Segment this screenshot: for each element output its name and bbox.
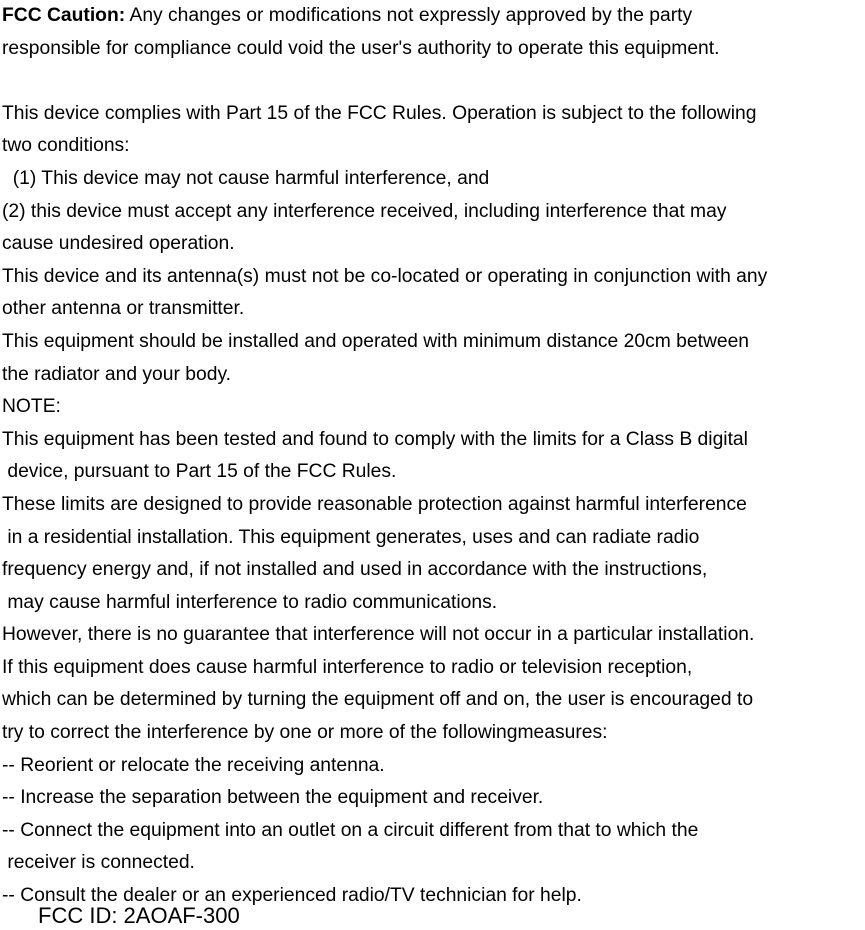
paragraph-spacer [2,65,865,98]
class-b-line-1: This equipment has been tested and found to comply with the limits for a Class B digital [2,428,748,450]
fcc-statement-document [2,0,865,913]
reception-line-3: try to correct the interference by one or more of the followingmeasures: [2,722,608,744]
measure-reorient: -- Reorient or relocate the receiving antenna. [2,754,385,776]
fcc-caution-label: FCC Caution: [2,5,126,26]
measure-outlet-line-1: -- Connect the equipment into an outlet on a circuit different from that to which the [2,819,699,841]
distance-line-1: This equipment should be installed and operated with minimum distance 20cm between [2,330,750,352]
antenna-line-2: other antenna or transmitter. [2,298,245,320]
antenna-line-1: This device and its antenna(s) must not be co-located or operating in conjunction with any [2,265,768,287]
condition-2-line-1: (2) this device must accept any interference received, including interference that may [2,200,727,222]
compliance-line-2: two conditions: [2,135,130,157]
measure-outlet-line-2: receiver is connected. [2,852,195,874]
note-heading: NOTE: [2,396,61,418]
limits-line-3: frequency energy and, if not installed and used in accordance with the instructions, [2,559,708,581]
limits-line-4: may cause harmful interference to radio communications. [2,591,498,613]
measure-separation: -- Increase the separation between the equipment and receiver. [2,787,544,809]
distance-line-2: the radiator and your body. [2,363,232,385]
condition-1: (1) This device may not cause harmful interference, and [2,167,490,189]
fcc-caution-text: Any changes or modifications not expressly approved by the party [125,5,693,26]
fcc-caution-line-2: responsible for compliance could void the user's authority to operate this equipment. [2,37,720,59]
measure-consult: -- Consult the dealer or an experienced radio/TV technician for help. [2,885,582,907]
fcc-id-label: FCC ID: 2AOAF-300 [38,903,240,928]
limits-line-2: in a residential installation. This equipment generates, uses and can radiate radio [2,526,700,548]
guarantee-line: However, there is no guarantee that interference will not occur in a particular installation. [2,624,755,646]
class-b-line-2: device, pursuant to Part 15 of the FCC Rules. [2,461,397,483]
compliance-line-1: This device complies with Part 15 of the FCC Rules. Operation is subject to the following [2,102,757,124]
condition-2-line-2: cause undesired operation. [2,233,235,255]
fcc-caution-line-1 [2,0,865,33]
reception-line-2: which can be determined by turning the equipment off and on, the user is encouraged to [2,689,754,711]
reception-line-1: If this equipment does cause harmful interference to radio or television reception, [2,656,693,678]
limits-line-1: These limits are designed to provide reasonable protection against harmful interference [2,493,747,515]
